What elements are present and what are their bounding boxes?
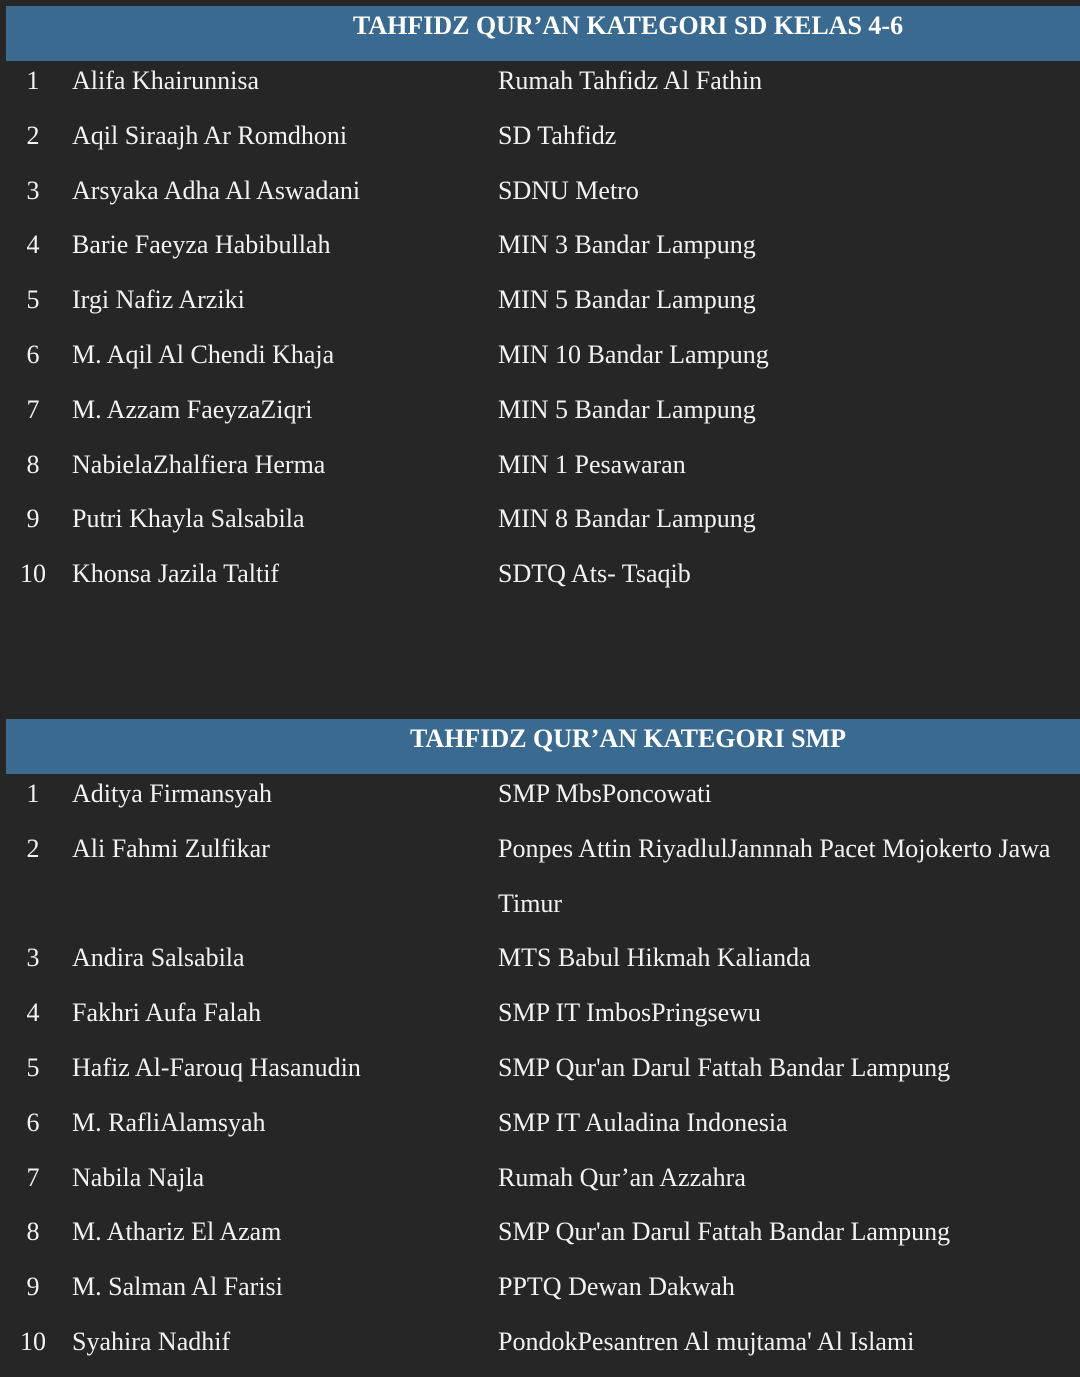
participant-name: Alifa Khairunnisa (72, 66, 260, 95)
row-number: 6 (26, 1107, 40, 1137)
school-name: PPTQ Dewan Dakwah (498, 1272, 735, 1302)
school-name: MIN 5 Bandar Lampung (498, 394, 756, 424)
table-row (0, 1322, 1080, 1377)
school-name: SMP IT ImbosPringsewu (498, 998, 761, 1028)
participant-name: M. Athariz El Azam (72, 1217, 282, 1247)
participant-name: M. Salman Al Farisi (72, 1272, 283, 1302)
school-name: MIN 3 Bandar Lampung (498, 230, 756, 260)
table-row (0, 1103, 1080, 1158)
participant-name: Ali Fahmi Zulfikar (72, 833, 270, 863)
row-number: 8 (26, 449, 40, 479)
participant-name: Barie Faeyza Habibullah (72, 230, 331, 260)
school-name: SD Tahfidz (498, 120, 617, 150)
school-name: MIN 8 Bandar Lampung (498, 504, 756, 534)
table-row (0, 938, 1080, 993)
participant-name: NabielaZhalfiera Herma (72, 449, 326, 479)
section-sd (0, 6, 1080, 609)
row-number: 4 (26, 998, 40, 1028)
school-name: MIN 1 Pesawaran (498, 449, 686, 479)
school-name: Rumah Tahfidz Al Fathin (498, 66, 763, 95)
participant-list (0, 774, 1080, 1377)
table-row (0, 499, 1080, 554)
participant-name: Irgi Nafiz Arziki (72, 285, 245, 315)
school-name: SDTQ Ats- Tsaqib (498, 559, 691, 589)
table-row (0, 171, 1080, 226)
school-name: SMP IT Auladina Indonesia (498, 1107, 788, 1137)
row-number: 3 (26, 943, 40, 973)
row-number: 2 (26, 833, 40, 863)
school-name: SMP Qur'an Darul Fattah Bandar Lampung (498, 1052, 951, 1082)
school-name: Ponpes Attin RiyadlulJannnah Pacet Mojokerto Jawa Timur (498, 833, 1051, 918)
section-title: TAHFIDZ QUR’AN KATEGORI SD KELAS 4-6 (6, 6, 1080, 61)
participant-name: M. RafliAlamsyah (72, 1107, 266, 1137)
row-number: 5 (26, 285, 40, 315)
row-number: 9 (26, 504, 40, 534)
school-name: MTS Babul Hikmah Kalianda (498, 943, 811, 973)
row-number: 10 (20, 1326, 46, 1356)
participant-name: Syahira Nadhif (72, 1326, 231, 1356)
school-name: MIN 5 Bandar Lampung (498, 285, 756, 315)
table-row (0, 1267, 1080, 1322)
participant-name: Aqil Siraajh Ar Romdhoni (72, 120, 348, 150)
school-name: SMP Qur'an Darul Fattah Bandar Lampung (498, 1217, 951, 1247)
table-row (0, 61, 1080, 116)
row-number: 9 (26, 1272, 40, 1302)
table-row (0, 335, 1080, 390)
row-number: 6 (26, 339, 40, 369)
school-name: PondokPesantren Al mujtama' Al Islami (498, 1326, 915, 1356)
participant-name: Andira Salsabila (72, 943, 245, 973)
table-row (0, 774, 1080, 829)
participant-name: M. Aqil Al Chendi Khaja (72, 339, 335, 369)
table-row (0, 445, 1080, 500)
section-title: TAHFIDZ QUR’AN KATEGORI SMP (6, 719, 1080, 774)
row-number: 2 (26, 120, 40, 150)
table-row (0, 1158, 1080, 1213)
row-number: 1 (26, 779, 40, 808)
school-name: SMP MbsPoncowati (498, 779, 712, 808)
row-number: 10 (20, 559, 46, 589)
table-row (0, 829, 1080, 939)
table-row (0, 390, 1080, 445)
row-number: 1 (26, 66, 40, 95)
row-number: 5 (26, 1052, 40, 1082)
table-row (0, 280, 1080, 335)
school-name: MIN 10 Bandar Lampung (498, 339, 769, 369)
row-number: 8 (26, 1217, 40, 1247)
row-number: 7 (26, 394, 40, 424)
participant-name: Putri Khayla Salsabila (72, 504, 305, 534)
section-smp (0, 719, 1080, 1377)
row-number: 4 (26, 230, 40, 260)
table-row (0, 116, 1080, 171)
participant-list (0, 61, 1080, 609)
school-name: SDNU Metro (498, 175, 639, 205)
row-number: 7 (26, 1162, 40, 1192)
participant-name: Fakhri Aufa Falah (72, 998, 262, 1028)
table-row (0, 554, 1080, 609)
row-number: 3 (26, 175, 40, 205)
participant-name: Hafiz Al-Farouq Hasanudin (72, 1052, 361, 1082)
participant-name: M. Azzam FaeyzaZiqri (72, 394, 313, 424)
participant-name: Arsyaka Adha Al Aswadani (72, 175, 361, 205)
school-name: Rumah Qur’an Azzahra (498, 1162, 746, 1192)
table-row (0, 1212, 1080, 1267)
participant-name: Nabila Najla (72, 1162, 205, 1192)
table-row (0, 225, 1080, 280)
table-row (0, 993, 1080, 1048)
participant-name: Aditya Firmansyah (72, 779, 273, 808)
participant-name: Khonsa Jazila Taltif (72, 559, 280, 589)
table-row (0, 1048, 1080, 1103)
